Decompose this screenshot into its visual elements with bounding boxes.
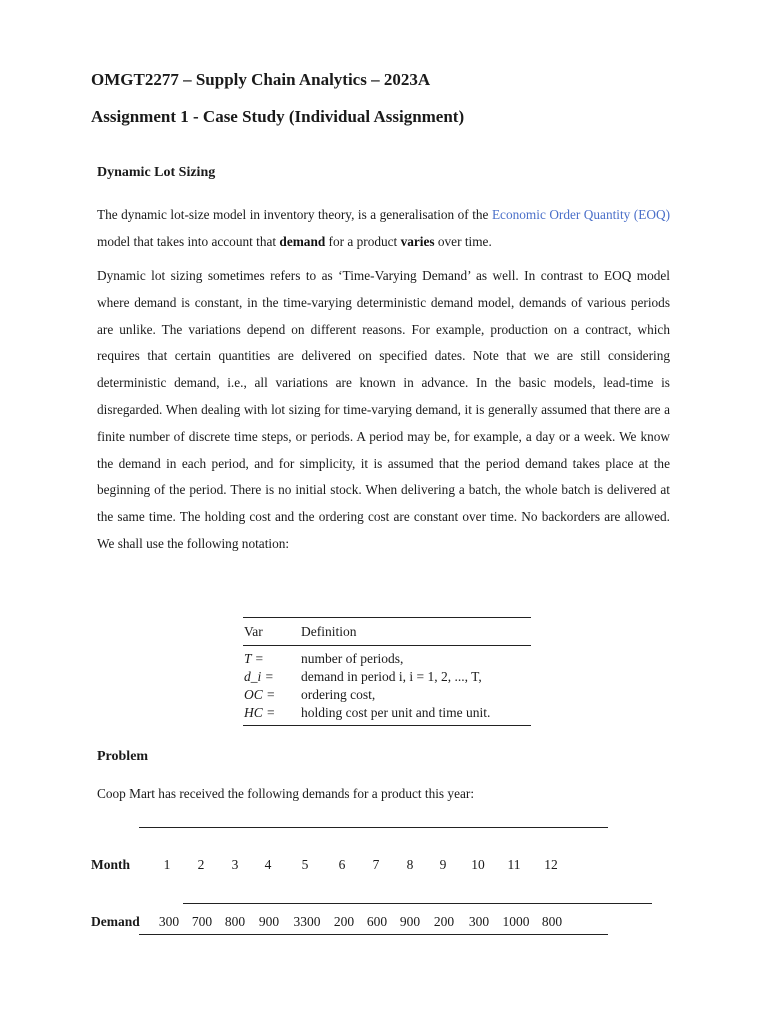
intro-text-2: model that takes into account that bbox=[97, 233, 280, 249]
month-cell: 1 bbox=[163, 857, 171, 872]
notation-header-row bbox=[243, 618, 531, 646]
section-heading-problem: Problem bbox=[97, 749, 149, 764]
assignment-title: Assignment 1 - Case Study (Individual Assignment) bbox=[91, 107, 465, 126]
demand-cell: 600 bbox=[366, 914, 388, 929]
notation-body bbox=[243, 646, 531, 725]
intro-bold-demand: demand bbox=[279, 233, 326, 249]
month-row-label: Month bbox=[91, 857, 131, 872]
notation-row bbox=[243, 704, 531, 722]
month-cell: 12 bbox=[544, 857, 558, 872]
demand-table-mid-rule bbox=[183, 903, 652, 904]
notation-definition: holding cost per unit and time unit. bbox=[301, 705, 491, 720]
notation-definition: demand in period i, i = 1, 2, ..., T, bbox=[301, 669, 482, 684]
demand-cell: 800 bbox=[541, 914, 563, 929]
demand-cell: 3300 bbox=[293, 914, 321, 929]
month-cell: 10 bbox=[471, 857, 485, 872]
demand-cell: 1000 bbox=[502, 914, 530, 929]
eoq-link[interactable]: Economic Order Quantity (EOQ) bbox=[491, 207, 670, 222]
intro-bold-varies: varies bbox=[400, 233, 435, 249]
intro-text-3: for a product bbox=[325, 233, 401, 249]
demand-cell: 300 bbox=[158, 914, 180, 929]
demand-cell: 200 bbox=[333, 914, 355, 929]
month-cell: 4 bbox=[264, 857, 272, 872]
month-cell: 9 bbox=[439, 857, 447, 872]
notation-row bbox=[243, 650, 531, 668]
notation-table bbox=[243, 617, 531, 726]
demand-cell: 700 bbox=[191, 914, 213, 929]
demand-table-bottom-rule bbox=[139, 934, 608, 935]
month-cell: 11 bbox=[507, 857, 521, 872]
notation-var: d_i = bbox=[244, 669, 274, 684]
demand-cell: 900 bbox=[399, 914, 421, 929]
intro-text-4: over time. bbox=[434, 233, 492, 249]
notation-header-var: Var bbox=[244, 623, 263, 639]
course-title: OMGT2277 – Supply Chain Analytics – 2023A bbox=[91, 70, 431, 89]
intro-text-1: The dynamic lot-size model in inventory theory, is a generalisation of the bbox=[97, 207, 492, 222]
notation-definition: ordering cost, bbox=[301, 687, 376, 702]
demand-cell: 900 bbox=[258, 914, 280, 929]
month-cell: 2 bbox=[197, 857, 205, 872]
notation-var: HC = bbox=[244, 705, 276, 720]
notation-row bbox=[243, 668, 531, 686]
month-cell: 7 bbox=[372, 857, 380, 872]
intro-paragraph bbox=[97, 202, 670, 256]
notation-var: OC = bbox=[244, 687, 276, 702]
demand-cell: 200 bbox=[433, 914, 455, 929]
demand-table-top-rule bbox=[139, 827, 608, 828]
demand-cell: 800 bbox=[224, 914, 246, 929]
notation-row bbox=[243, 686, 531, 704]
notation-var: T = bbox=[244, 651, 264, 666]
section-heading-dynamic-lot-sizing: Dynamic Lot Sizing bbox=[97, 165, 216, 180]
demand-cell: 300 bbox=[468, 914, 490, 929]
body-paragraph: Dynamic lot sizing sometimes refers to as ‘Time-Varying Demand’ as well. In contrast to EOQ model where demand is constant, in the time-varying deterministic demand model, demands of various periods are unlike. The variations depend on different reasons. For example, production on a contract, which requires that certain quantities are delivered on specified dates. Note that we are still considering deterministic demand, i.e., all variations are known in advance. In the basic models, lead-time is disregarded. When dealing with lot sizing for time-varying demand, it is generally assumed that there are a finite number of discrete time steps, or periods. A period may be, for example, a day or a week. We know the demand in each period, and for simplicity, it is assumed that the period demand takes place at the beginning of the period. There is no initial stock. When delivering a batch, the whole batch is delivered at the same time. The holding cost and the ordering cost are constant over time. No backorders are allowed. We shall use the following notation: bbox=[97, 268, 670, 551]
month-cell: 8 bbox=[406, 857, 414, 872]
notation-definition: number of periods, bbox=[301, 651, 404, 666]
problem-intro: Coop Mart has received the following demands for a product this year: bbox=[97, 786, 475, 801]
month-cell: 5 bbox=[301, 857, 309, 872]
demand-row-label: Demand bbox=[91, 914, 140, 929]
month-cell: 3 bbox=[231, 857, 239, 872]
notation-header-definition: Definition bbox=[301, 623, 357, 639]
month-cell: 6 bbox=[338, 857, 346, 872]
